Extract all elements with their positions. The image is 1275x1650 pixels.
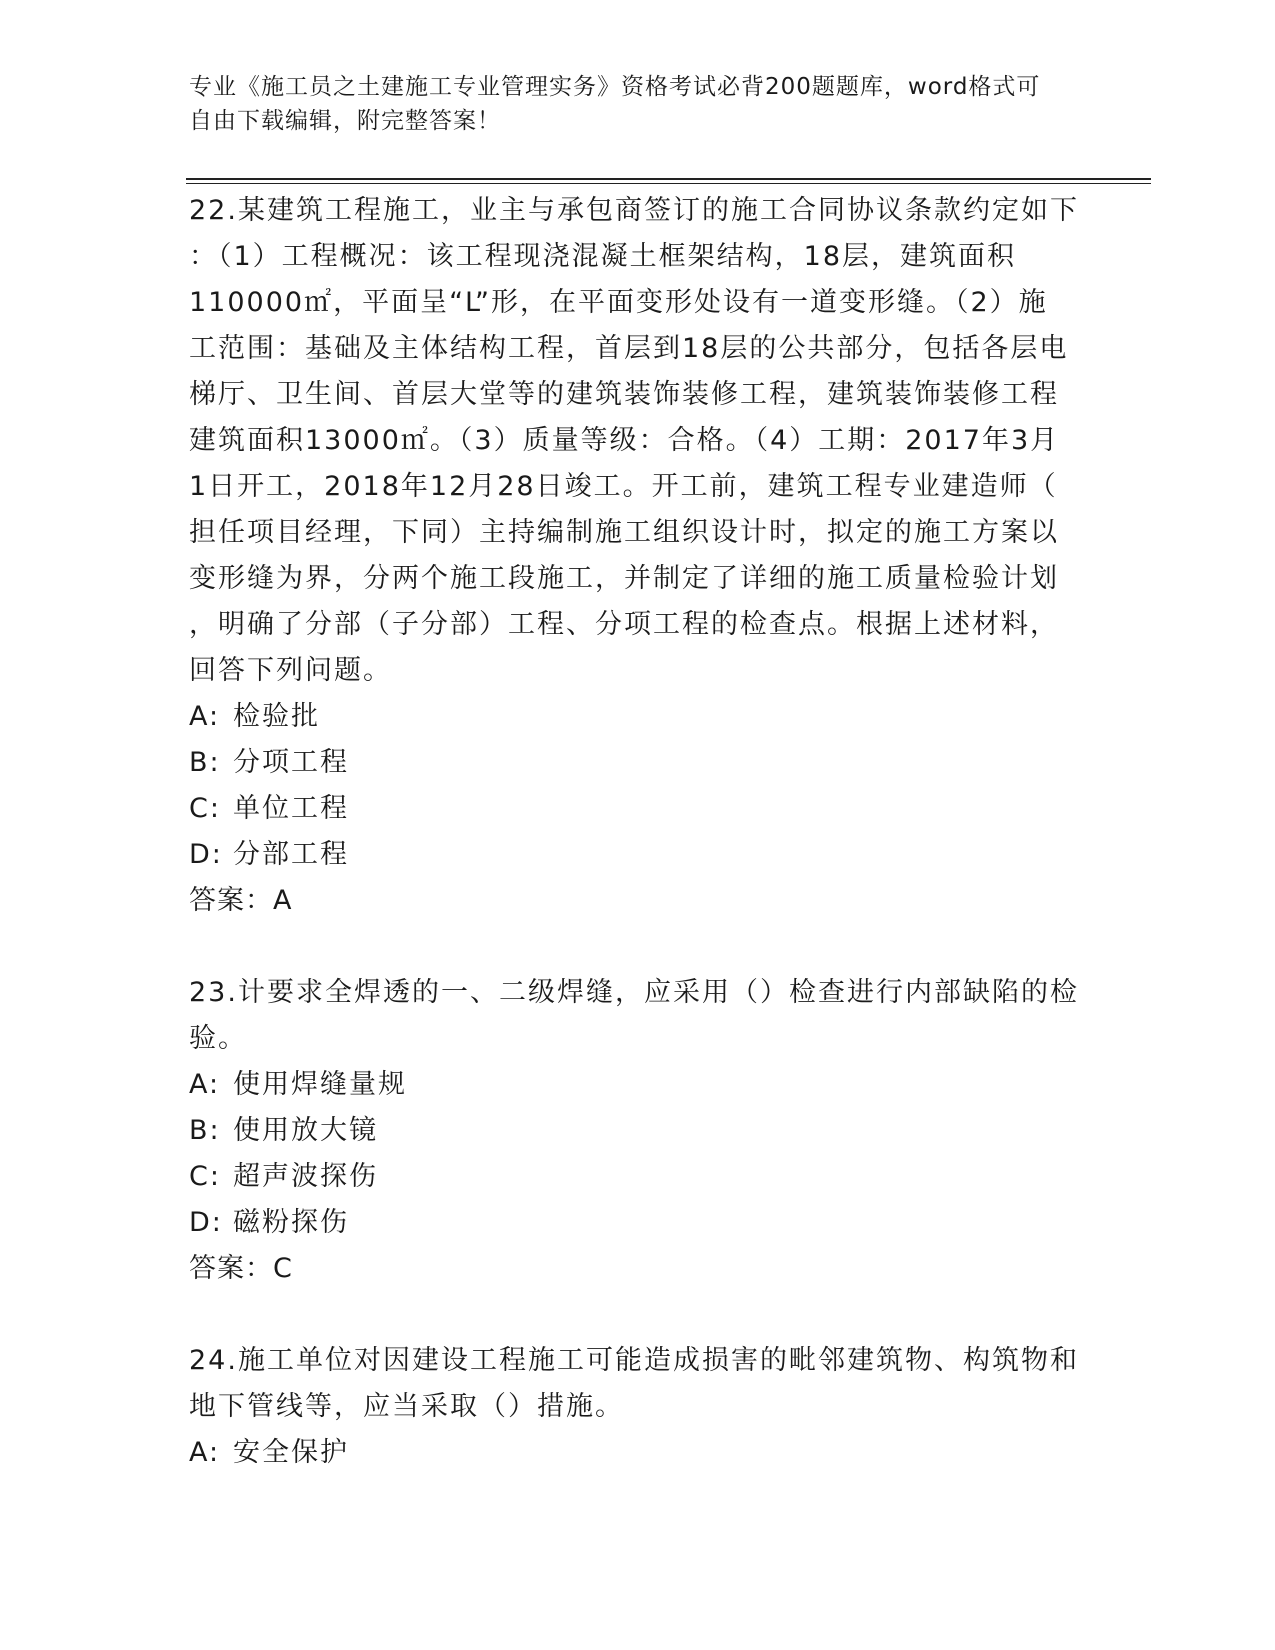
option-key: A: [189,701,221,732]
option-key: A: [189,1437,221,1468]
header-divider [186,178,1151,180]
question-text-line: 24.施工单位对因建设工程施工可能造成损害的毗邻建筑物、构筑物和 [189,1345,1079,1376]
question-text-line: 工范围：基础及主体结构工程，首层到18层的公共部分，包括各层电 [189,333,1069,364]
option-text: 使用焊缝量规 [233,1069,407,1100]
question-23 [189,970,1079,1292]
option-c [189,1154,1079,1200]
question-text-line: 担任项目经理，下同）主持编制施工组织设计时，拟定的施工方案以 [189,517,1059,548]
header-line-2: 自由下载编辑，附完整答案！ [189,108,501,134]
option-key: D: [189,839,223,870]
answer: 答案：A [189,885,293,916]
option-b [189,740,1079,786]
question-22 [189,188,1079,924]
question-text-line: 23.计要求全焊透的一、二级焊缝，应采用（）检查进行内部缺陷的检 [189,977,1079,1008]
question-text-line: 回答下列问题。 [189,655,392,686]
option-key: A: [189,1069,221,1100]
question-text-line: 验。 [189,1023,247,1054]
header-divider-thin [186,183,1151,184]
option-key: C: [189,1161,221,1192]
question-text-line: 1日开工，2018年12月28日竣工。开工前，建筑工程专业建造师（ [189,471,1058,502]
option-d [189,1200,1079,1246]
option-text: 使用放大镜 [233,1115,378,1146]
option-key: B: [189,747,221,778]
question-list [189,188,1079,1476]
option-text: 检验批 [233,701,320,732]
question-text-line: 22.某建筑工程施工，业主与承包商签订的施工合同协议条款约定如下 [189,195,1079,226]
spacer [189,1292,1079,1338]
option-a [189,1430,1079,1476]
question-text-line: ：（1）工程概况：该工程现浇混凝土框架结构，18层，建筑面积 [189,241,1017,272]
question-text-line: 梯厅、卫生间、首层大堂等的建筑装饰装修工程，建筑装饰装修工程 [189,379,1059,410]
option-key: D: [189,1207,223,1238]
option-a [189,1062,1079,1108]
option-d [189,832,1079,878]
question-text-line: 地下管线等，应当采取（）措施。 [189,1391,624,1422]
page-header [189,70,1069,138]
option-key: C: [189,793,221,824]
question-text-line: ，明确了分部（子分部）工程、分项工程的检查点。根据上述材料， [189,609,1059,640]
question-text-line: 建筑面积13000㎡。（3）质量等级：合格。（4）工期：2017年3月 [189,425,1060,456]
option-text: 分部工程 [233,839,349,870]
question-text-line: 变形缝为界，分两个施工段施工，并制定了详细的施工质量检验计划 [189,563,1059,594]
answer: 答案：C [189,1253,293,1284]
option-text: 分项工程 [233,747,349,778]
spacer [189,924,1079,970]
option-a [189,694,1079,740]
option-b [189,1108,1079,1154]
option-text: 磁粉探伤 [233,1207,349,1238]
option-c [189,786,1079,832]
question-text-line: 110000㎡，平面呈“L”形，在平面变形处设有一道变形缝。（2）施 [189,287,1048,318]
option-text: 超声波探伤 [233,1161,378,1192]
question-24 [189,1338,1079,1476]
option-text: 单位工程 [233,793,349,824]
header-line-1: 专业《施工员之土建施工专业管理实务》资格考试必背200题题库，word格式可 [189,74,1041,100]
option-key: B: [189,1115,221,1146]
option-text: 安全保护 [233,1437,349,1468]
